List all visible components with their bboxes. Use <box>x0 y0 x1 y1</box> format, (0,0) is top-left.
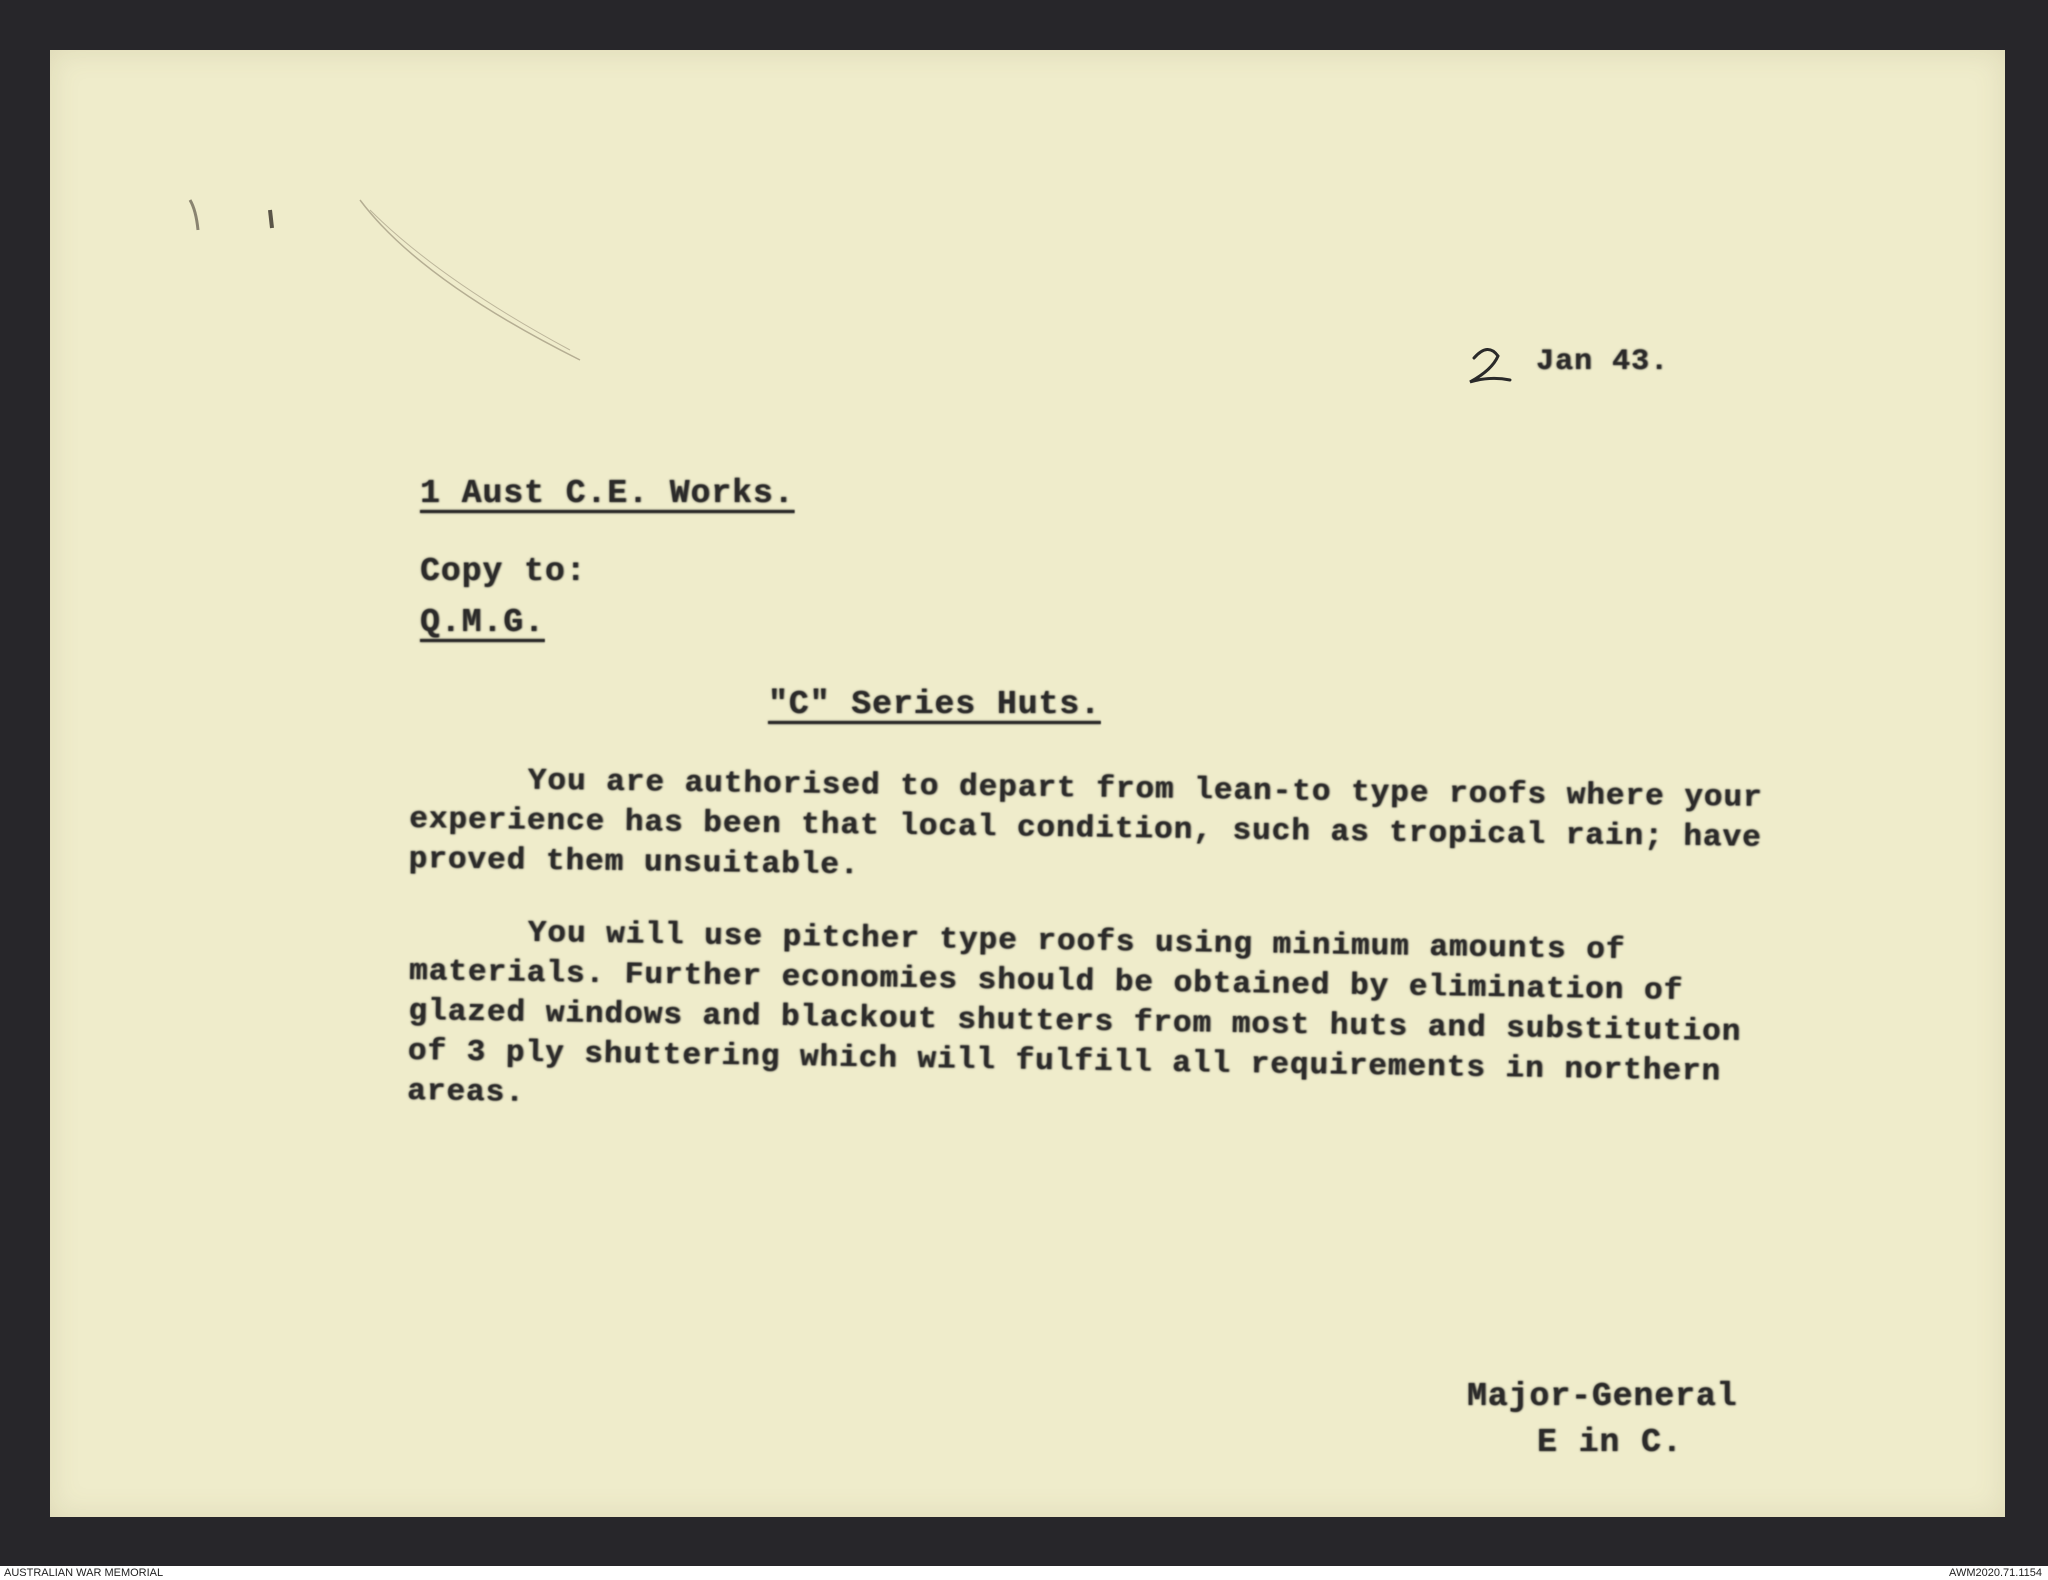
signature-role: E in C. <box>1537 1424 1683 1461</box>
body-paragraph-1: You are authorised to depart from lean-to type roofs where your experience has been that local condition, such as tropical rain; have proved them unsuitable. <box>408 763 1763 884</box>
copy-to-recipient: Q.M.G. <box>420 604 545 641</box>
addressee: 1 Aust C.E. Works. <box>420 475 795 512</box>
copy-to-label: Copy to: <box>420 553 587 590</box>
document-date: Jan 43. <box>1536 345 1670 379</box>
subject-heading: "C" Series Huts. <box>768 686 1101 723</box>
handwritten-date-day <box>1462 340 1522 390</box>
body-paragraph-2: You will use pitcher type roofs using minimum amounts of materials. Further economies should be obtained by elimination of glazed windows and blackout shutters from most huts and substitution of 3 ply shuttering which will fulfill all requirements in northern areas. <box>406 915 1742 1111</box>
paper-marks <box>170 180 770 380</box>
footer-institution: AUSTRALIAN WAR MEMORIAL <box>4 1567 164 1579</box>
footer-item-id: AWM2020.71.1154 <box>1949 1567 2042 1579</box>
signature-title: Major-General <box>1467 1378 1738 1415</box>
